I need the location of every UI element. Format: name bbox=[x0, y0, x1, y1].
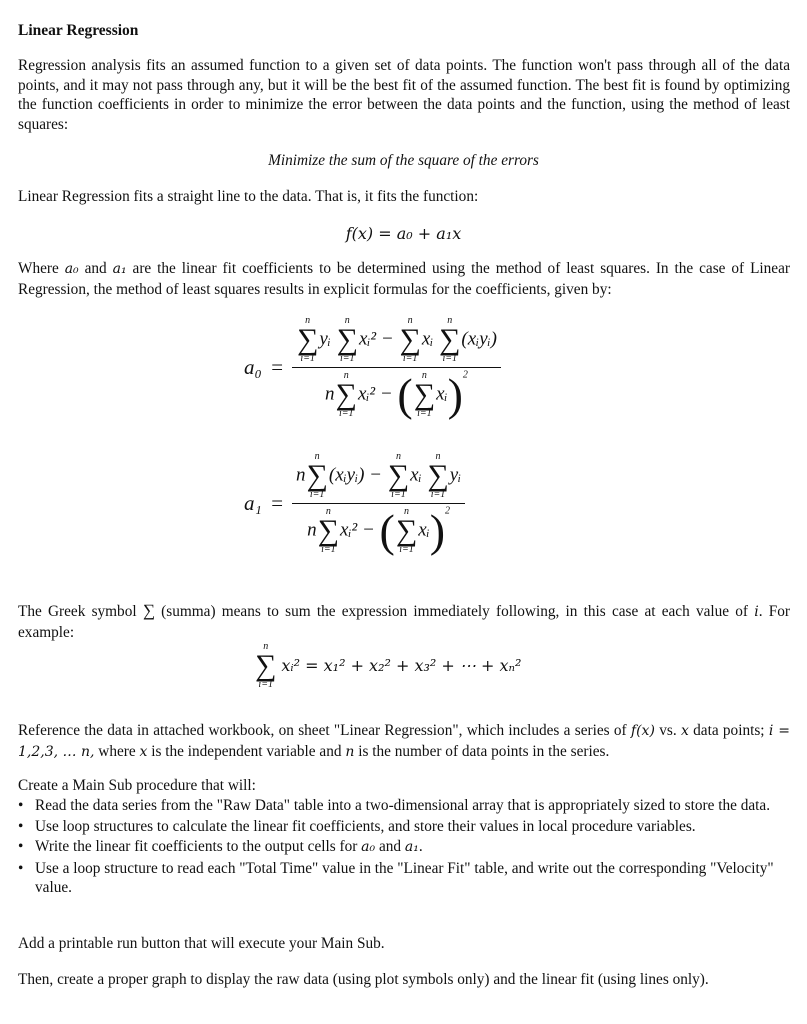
reference-paragraph: Reference the data in attached workbook, on sheet "Linear Regression", which includes a series of f(x) vs. x data points; i = 1,2,3, … n, where x is the independent variable and n is the number of data points in the series. bbox=[18, 722, 790, 760]
a1-formula: a₁ = n n ∑ i=1 (xᵢyᵢ) − n ∑ i=1 xᵢ n ∑ i=1 yᵢ n n ∑ i=1 xᵢ² − ( n ∑ i=1 xᵢ)$^2$ bbox=[244, 452, 465, 555]
summa-paragraph: The Greek symbol ∑ (summa) means to sum the expression immediately following, in this case at each value of i. For example: bbox=[18, 601, 790, 641]
coefficients-paragraph: Where a₀ and a₁ are the linear fit coefficients to be determined using the method of least squares. In the case of Linear Regression, the method of least squares results in explicit formulas for the coefficients, given by: bbox=[18, 260, 790, 298]
a0-formula: a₀ = n ∑ i=1 yᵢ n ∑ i=1 xᵢ² − n ∑ i=1 xᵢ n ∑ i=1 (xᵢyᵢ) n n ∑ i=1 xᵢ² − ( n ∑ i=1 xᵢ)$^2$ bbox=[244, 316, 501, 419]
intro-paragraph: Regression analysis fits an assumed function to a given set of data points. The function won't pass through all of the data points, and it may not pass through any, but it will be the best fit of the assumed function. The best fit is found by optimizing the function coefficients in order to minimize the error between the data points and the function, using the method of least squares: bbox=[18, 57, 790, 133]
page-title: Linear Regression bbox=[18, 22, 139, 39]
create-heading: Create a Main Sub procedure that will: bbox=[18, 777, 256, 794]
task-list bbox=[18, 796, 778, 899]
list-item: • Use a loop structure to read each "Total Time" value in the "Linear Fit" table, and write out the corresponding "Velocity" value. bbox=[18, 859, 778, 898]
list-item: • Read the data series from the "Raw Data" table into a two-dimensional array that is appropriately sized to store the data. bbox=[18, 796, 778, 816]
list-item: • Use loop structures to calculate the linear fit coefficients, and store their values in local procedure variables. bbox=[18, 817, 778, 837]
emphasis-line: Minimize the sum of the square of the errors bbox=[268, 152, 539, 169]
summa-example: n ∑ i=1 xᵢ² = x₁² + x₂² + x₃² + ⋯ + xₙ² bbox=[255, 641, 522, 690]
function-equation: f(x) = a₀ + a₁x bbox=[345, 224, 462, 243]
graph-paragraph: Then, create a proper graph to display the raw data (using plot symbols only) and the linear fit (using lines only). bbox=[18, 971, 709, 988]
list-item: • Write the linear fit coefficients to the output cells for a₀ and a₁. bbox=[18, 837, 778, 858]
run-button-paragraph: Add a printable run button that will execute your Main Sub. bbox=[18, 935, 385, 952]
linear-paragraph: Linear Regression fits a straight line to the data. That is, it fits the function: bbox=[18, 188, 479, 205]
